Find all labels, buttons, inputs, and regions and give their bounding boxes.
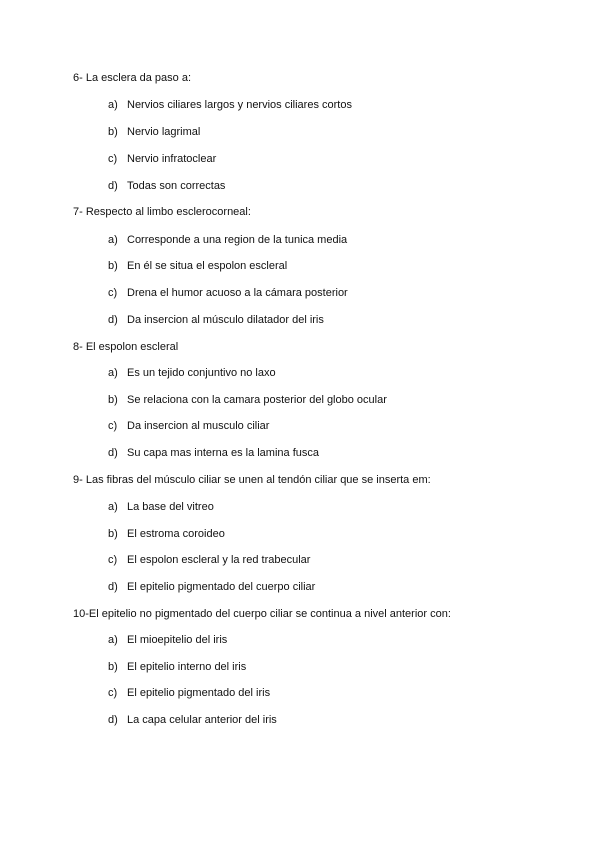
option-6b (108, 125, 200, 139)
option-9a (108, 500, 214, 514)
option-letter: b) (108, 126, 118, 138)
option-text: Nervio lagrimal (127, 126, 201, 138)
option-7d (108, 313, 324, 327)
question-10: 10-El epitelio no pigmentado del cuerpo ciliar se continua a nivel anterior con: (73, 608, 451, 620)
option-text: Corresponde a una region de la tunica media (127, 234, 348, 246)
option-text: El epitelio interno del iris (127, 661, 247, 673)
option-letter: d) (108, 180, 118, 192)
option-text: Todas son correctas (127, 180, 226, 192)
option-letter: d) (108, 714, 118, 726)
option-text: Se relaciona con la camara posterior del globo ocular (127, 394, 387, 406)
option-letter: d) (108, 581, 118, 593)
option-text: En él se situa el espolon escleral (127, 260, 288, 272)
option-letter: a) (108, 234, 118, 246)
option-6a (108, 98, 352, 112)
question-7: 7- Respecto al limbo esclerocorneal: (73, 206, 251, 218)
option-letter: c) (108, 687, 118, 699)
option-7b (108, 259, 287, 273)
option-letter: c) (108, 554, 118, 566)
option-10d (108, 713, 277, 727)
option-text: Nervios ciliares largos y nervios ciliares cortos (127, 99, 352, 111)
option-9d (108, 580, 315, 594)
option-text: La base del vitreo (127, 501, 214, 513)
option-8d (108, 446, 319, 460)
question-8: 8- El espolon escleral (73, 341, 179, 353)
question-6: 6- La esclera da paso a: (73, 72, 192, 84)
option-7c (108, 286, 348, 300)
option-letter: a) (108, 99, 118, 111)
option-9b (108, 527, 225, 541)
option-text: La capa celular anterior del iris (127, 714, 277, 726)
option-9c (108, 553, 310, 567)
option-text: Drena el humor acuoso a la cámara posterior (127, 287, 348, 299)
option-letter: c) (108, 287, 118, 299)
option-6c (108, 152, 216, 166)
option-10b (108, 660, 246, 674)
option-8b (108, 393, 387, 407)
option-letter: a) (108, 634, 118, 646)
option-letter: c) (108, 153, 118, 165)
option-text: El estroma coroideo (127, 528, 225, 540)
option-letter: b) (108, 528, 118, 540)
question-9: 9- Las fibras del músculo ciliar se unen al tendón ciliar que se inserta em: (73, 474, 431, 486)
option-8a (108, 366, 276, 380)
option-7a (108, 233, 347, 247)
option-text: El epitelio pigmentado del iris (127, 687, 271, 699)
option-letter: b) (108, 661, 118, 673)
option-text: Da insercion al músculo dilatador del iris (127, 314, 324, 326)
option-10c (108, 686, 270, 700)
option-text: Nervio infratoclear (127, 153, 217, 165)
option-letter: d) (108, 314, 118, 326)
option-letter: c) (108, 420, 118, 432)
option-text: Da insercion al musculo ciliar (127, 420, 270, 432)
option-letter: a) (108, 501, 118, 513)
option-letter: a) (108, 367, 118, 379)
option-text: El espolon escleral y la red trabecular (127, 554, 311, 566)
option-text: Su capa mas interna es la lamina fusca (127, 447, 319, 459)
option-letter: b) (108, 260, 118, 272)
option-6d (108, 179, 225, 193)
option-text: Es un tejido conjuntivo no laxo (127, 367, 276, 379)
option-letter: d) (108, 447, 118, 459)
option-text: El mioepitelio del iris (127, 634, 228, 646)
option-text: El epitelio pigmentado del cuerpo ciliar (127, 581, 316, 593)
option-8c (108, 419, 269, 433)
option-letter: b) (108, 394, 118, 406)
option-10a (108, 633, 227, 647)
